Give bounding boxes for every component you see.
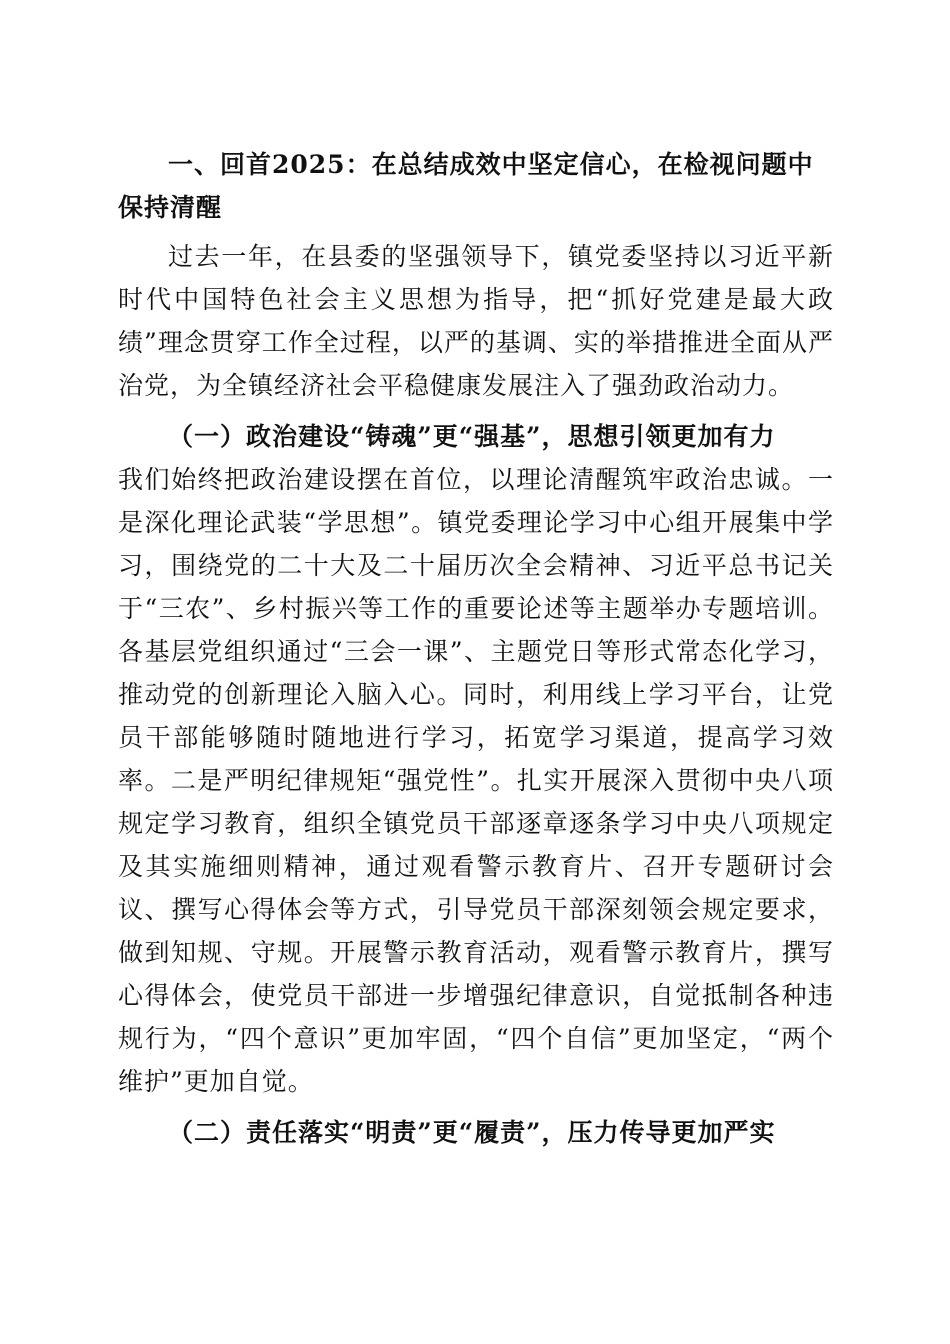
- subsection-1-body: 我们始终把政治建设摆在首位，以理论清醒筑牢政治忠诚。一是深化理论武装“学思想”。镇党委理论学习中心组开展集中学习，围绕党的二十大及二十届历次全会精神、习近平总书记关于“三农”、乡村振兴等工作的重要论述等主题举办专题培训。各基层党组织通过“三会一课”、主题党日等形式常态化学习，推动党的创新理论入脑入心。同时，利用线上学习平台，让党员干部能够随时随地进行学习，拓宽学习渠道，提高学习效率。二是严明纪律规矩“强党性”。扎实开展深入贯彻中央八项规定学习教育，组织全镇党员干部逐章逐条学习中央八项规定及其实施细则精神，通过观看警示教育片、召开专题研讨会议、撰写心得体会等方式，引导党员干部深刻领会规定要求，做到知规、守规。开展警示教育活动，观看警示教育片，撰写心得体会，使党员干部进一步增强纪律意识，自觉抵制各种违规行为，“四个意识”更加牢固，“四个自信”更加坚定，“两个维护”更加自觉。: [118, 465, 834, 1096]
- document-body: [118, 143, 834, 1154]
- subsection-2-heading: （二）责任落实“明责”更“履责”，压力传导更加严实: [168, 1118, 776, 1147]
- spacer: [118, 407, 834, 415]
- section-heading: 一、回首2025：在总结成效中坚定信心，在检视问题中保持清醒: [118, 150, 814, 222]
- intro-paragraph: 过去一年，在县委的坚强领导下，镇党委坚持以习近平新时代中国特色社会主义思想为指导，把“抓好党建是最大政绩”理念贯穿工作全过程，以严的基调、实的举措推进全面从严治党，为全镇经济社会平稳健康发展注入了强劲政治动力。: [118, 242, 834, 400]
- spacer: [118, 1103, 834, 1111]
- subsection-1-heading: （一）政治建设“铸魂”更“强基”，思想引领更加有力: [168, 422, 776, 451]
